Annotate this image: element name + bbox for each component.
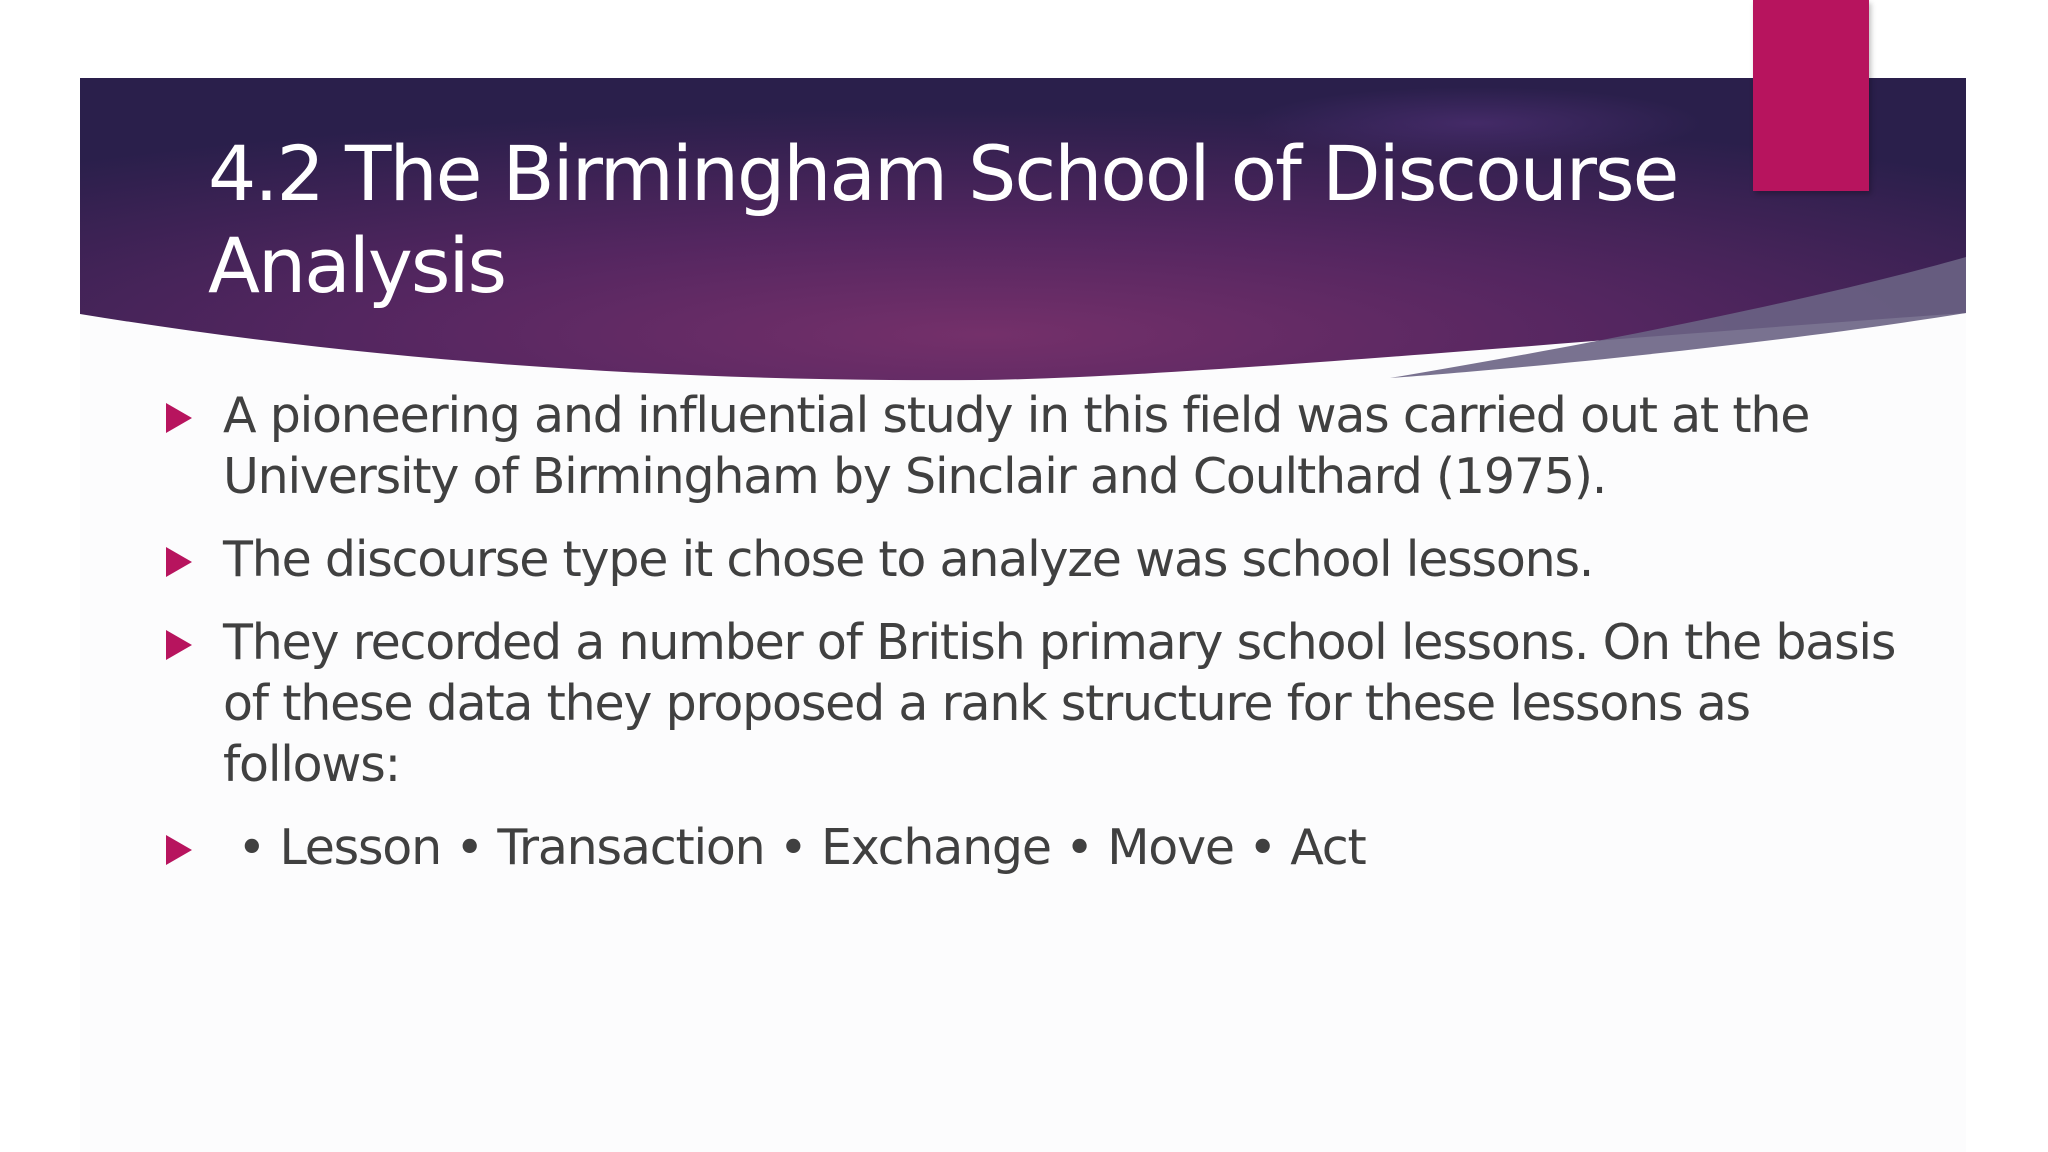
bullet-list: [166, 385, 1926, 900]
bullet-text-line: The discourse type it chose to analyze was school lessons.: [223, 531, 1594, 588]
bullet-text-line: of these data they proposed a rank structure for these lessons as follows:: [223, 675, 1750, 793]
triangle-right-icon: [166, 547, 192, 577]
bullet-item: [166, 529, 1926, 590]
slide-title-line: 4.2 The Birmingham School of Discourse: [208, 129, 1678, 218]
bullet-item: [166, 612, 1926, 795]
triangle-right-icon: [166, 835, 192, 865]
slide-title: [208, 128, 1748, 312]
triangle-right-icon: [166, 630, 192, 660]
bullet-text-line: University of Birmingham by Sinclair and Coulthard (1975).: [223, 448, 1607, 505]
bullet-text-line: • Lesson • Transaction • Exchange • Move • Act: [223, 819, 1366, 876]
accent-bar: [1753, 0, 1869, 191]
bullet-item: [166, 817, 1926, 878]
bullet-text-line: They recorded a number of British primary school lessons. On the basis: [223, 614, 1896, 671]
slide-title-line: Analysis: [208, 221, 506, 310]
bullet-text-line: A pioneering and influential study in this field was carried out at the: [223, 387, 1810, 444]
triangle-right-icon: [166, 403, 192, 433]
bullet-item: [166, 385, 1926, 507]
